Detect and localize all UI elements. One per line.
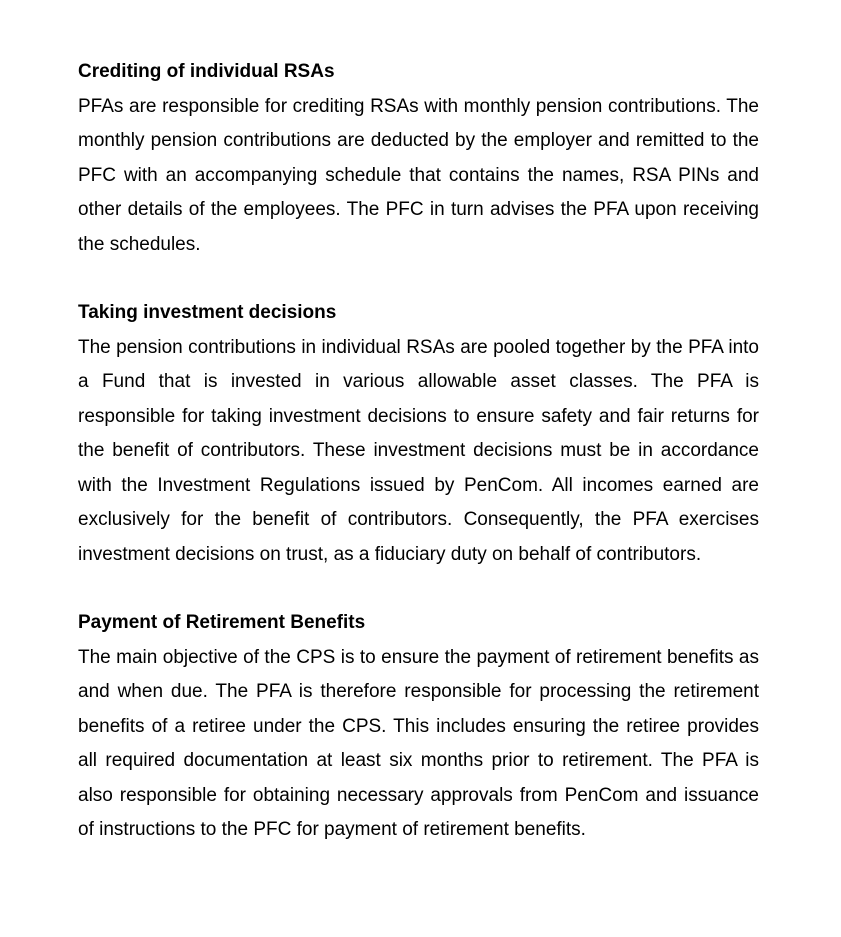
section-heading: Taking investment decisions bbox=[78, 302, 337, 323]
section-heading: Payment of Retirement Benefits bbox=[78, 612, 366, 633]
section-retirement-benefits bbox=[78, 606, 759, 848]
section-heading: Crediting of individual RSAs bbox=[78, 61, 335, 82]
document-page bbox=[78, 55, 759, 848]
section-crediting-rsas bbox=[78, 55, 759, 262]
section-paragraph: The main objective of the CPS is to ensure the payment of retirement benefits as and when due. The PFA is therefore responsible for processing the retirement benefits of a retiree under the CPS. This includes ensuring the retiree provides all required documentation at least six months prior to retirement. The PFA is also responsible for obtaining necessary approvals from PenCom and issuance of instructions to the PFC for payment of retirement benefits. bbox=[78, 646, 759, 840]
section-paragraph: PFAs are responsible for crediting RSAs with monthly pension contributions. The monthly pension contributions are deducted by the employer and remitted to the PFC with an accompanying schedule that contains the names, RSA PINs and other details of the employees. The PFC in turn advises the PFA upon receiving the schedules. bbox=[78, 95, 759, 255]
section-investment-decisions bbox=[78, 296, 759, 572]
section-paragraph: The pension contributions in individual RSAs are pooled together by the PFA into a Fund that is invested in various allowable asset classes. The PFA is responsible for taking investment decisions to ensure safety and fair returns for the benefit of contributors. These investment decisions must be in accordance with the Investment Regulations issued by PenCom. All incomes earned are exclusively for the benefit of contributors. Consequently, the PFA exercises investment decisions on trust, as a fiduciary duty on behalf of contributors. bbox=[78, 336, 759, 565]
